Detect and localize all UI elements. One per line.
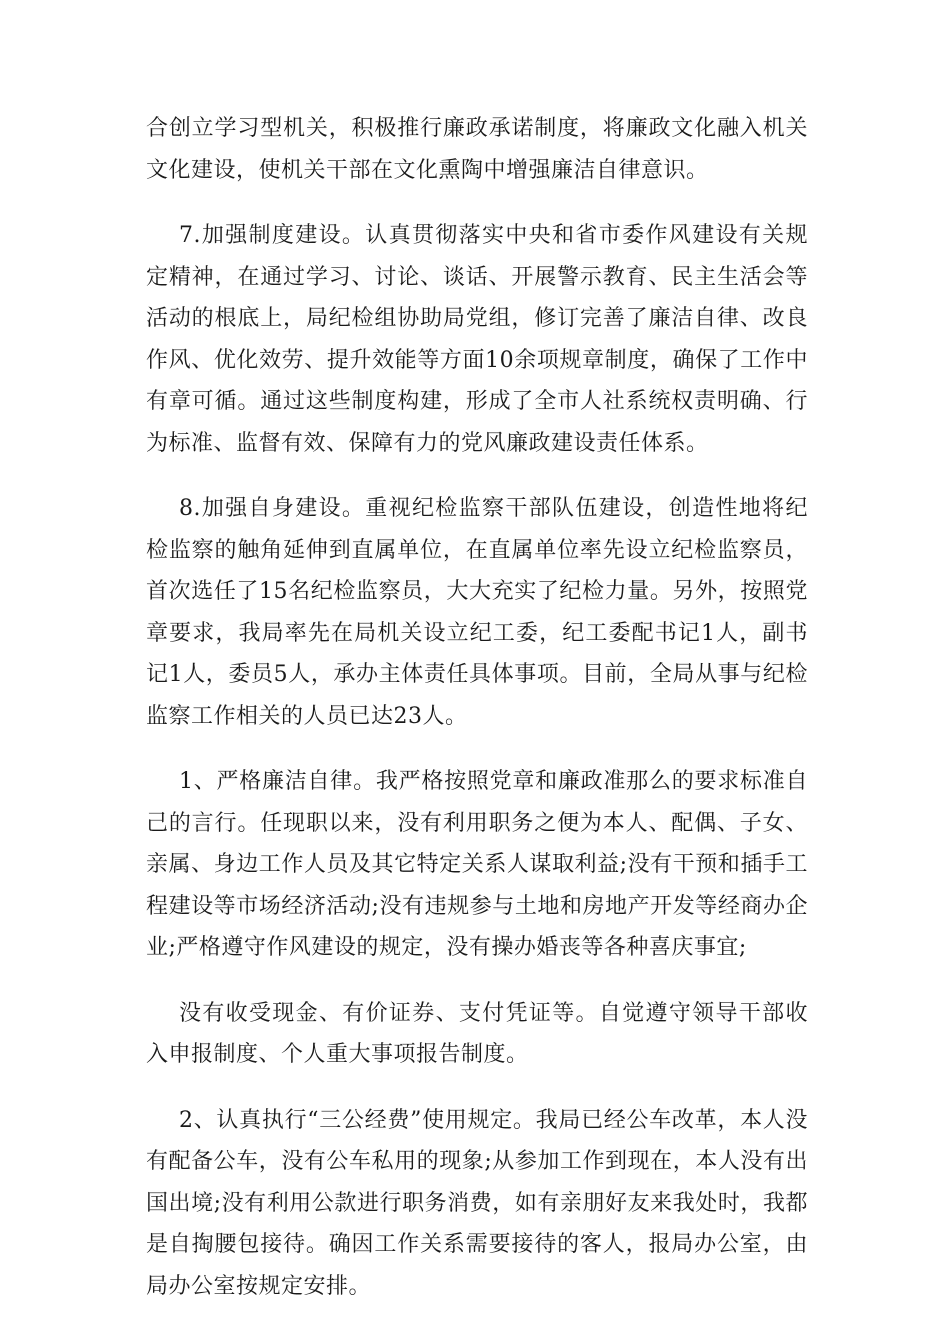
paragraph-4: 1、严格廉洁自律。我严格按照党章和廉政准那么的要求标准自己的言行。任现职以来，没有利用职务之便为本人、配偶、子女、亲属、身边工作人员及其它特定关系人谋取利益;没有干预和插手工程建设等市场经济活动;没有违规参与土地和房地产开发等经商办企业;严格遵守作风建设的规定，没有操办婚丧等各种喜庆事宜; [146,769,808,960]
document-body [146,108,808,1307]
paragraph-5: 没有收受现金、有价证券、支付凭证等。自觉遵守领导干部收入申报制度、个人重大事项报告制度。 [146,1000,808,1067]
paragraph-2: 7.加强制度建设。认真贯彻落实中央和省市委作风建设有关规定精神，在通过学习、讨论、谈话、开展警示教育、民主生活会等活动的根底上，局纪检组协助局党组，修订完善了廉洁自律、改良作风、优化效劳、提升效能等方面10余项规章制度，确保了工作中有章可循。通过这些制度构建，形成了全市人社系统权责明确、行为标准、监督有效、保障有力的党风廉政建设责任体系。 [146,223,808,456]
paragraph-3: 8.加强自身建设。重视纪检监察干部队伍建设，创造性地将纪检监察的触角延伸到直属单位，在直属单位率先设立纪检监察员，首次选任了15名纪检监察员，大大充实了纪检力量。另外，按照党章要求，我局率先在局机关设立纪工委，纪工委配书记1人，副书记1人，委员5人，承办主体责任具体事项。目前，全局从事与纪检监察工作相关的人员已达23人。 [146,496,808,729]
paragraph-1: 合创立学习型机关，积极推行廉政承诺制度，将廉政文化融入机关文化建设，使机关干部在文化熏陶中增强廉洁自律意识。 [146,116,808,183]
paragraph-6: 2、认真执行“三公经费”使用规定。我局已经公车改革，本人没有配备公车，没有公车私用的现象;从参加工作到现在，本人没有出国出境;没有利用公款进行职务消费，如有亲朋好友来我处时，我都是自掏腰包接待。确因工作关系需要接待的客人，报局办公室，由局办公室按规定安排。 [146,1107,808,1299]
